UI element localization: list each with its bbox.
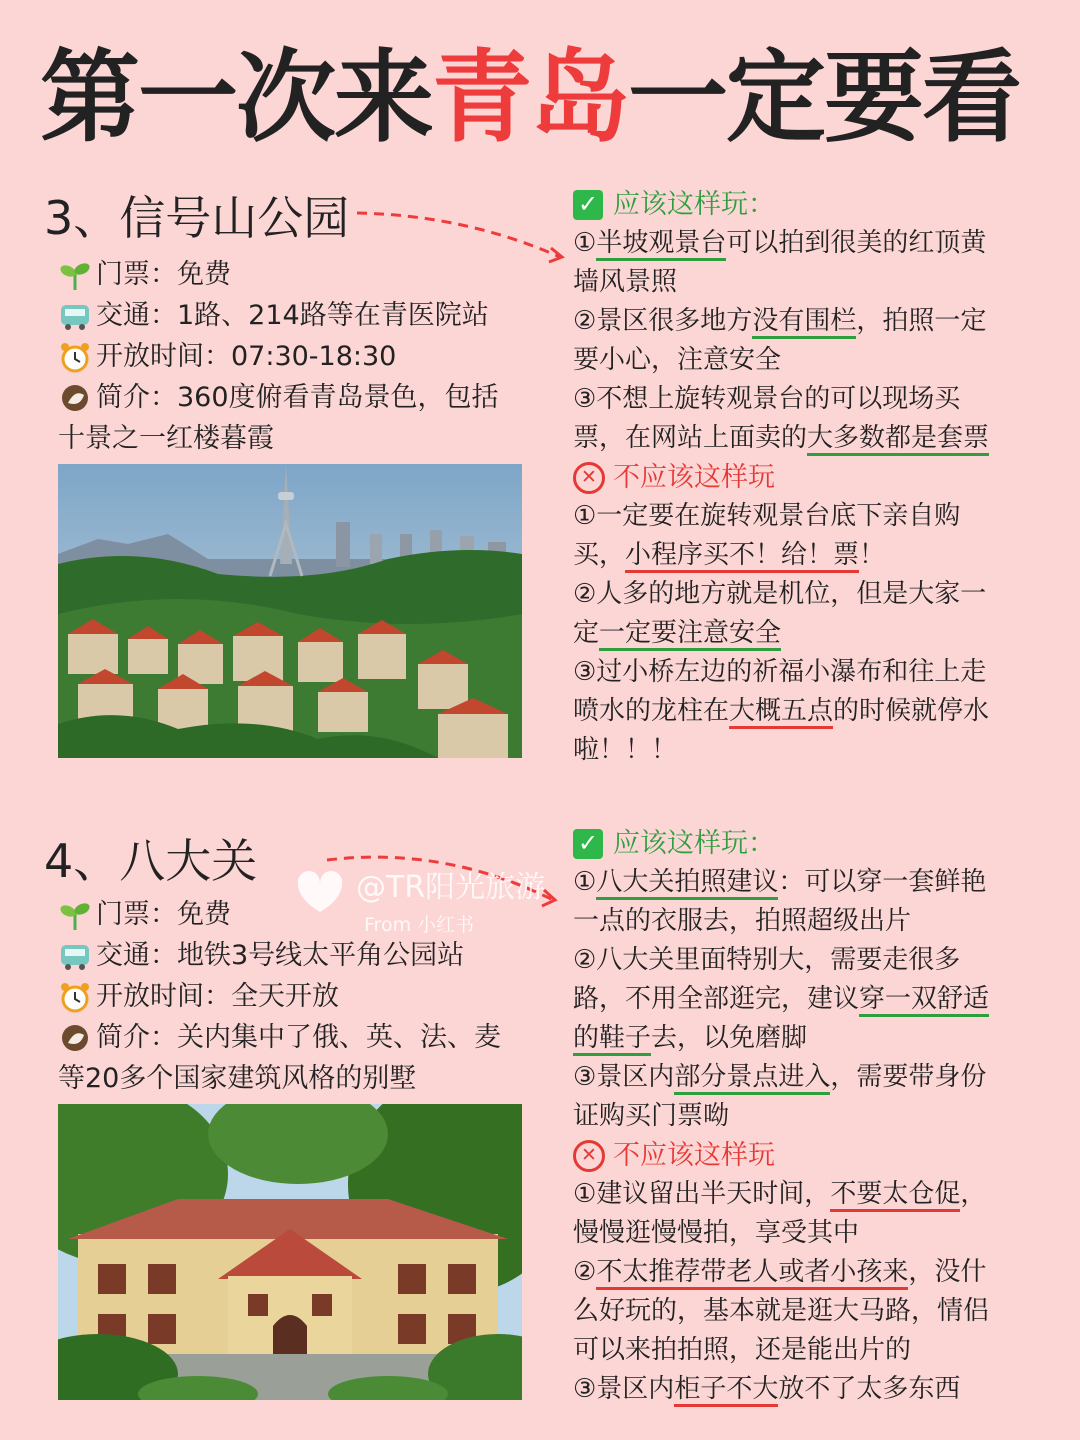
tip-text: ② <box>573 1257 597 1287</box>
hours-text: 开放时间：07:30-18:30 <box>96 341 397 372</box>
tip-text: ① <box>573 867 597 897</box>
should-do-label: 应该这样玩： <box>613 189 775 220</box>
intro-text-line1: 简介：360度俯看青岛景色，包括 <box>96 382 499 413</box>
should-do-label: 应该这样玩： <box>613 828 775 859</box>
tip-text: ， <box>960 1179 987 1209</box>
tip-line: ①一定要在旋转观景台底下亲自购 <box>573 501 961 531</box>
intro-text-line2: 等20多个国家建筑风格的别墅 <box>58 1063 417 1094</box>
tip-highlight: 八大关拍照建议 <box>596 867 778 900</box>
alarm-clock-icon <box>58 980 92 1014</box>
should-not-label: 不应该这样玩 <box>613 1140 775 1171</box>
hours-row <box>58 976 538 1017</box>
tip-text: ③景区内 <box>573 1374 675 1404</box>
checkmark-icon: ✓ <box>573 829 603 859</box>
tip-text: ① <box>573 228 597 258</box>
tip-line: 墙风景照 <box>573 267 678 297</box>
tip-text: 票，在网站上面卖的 <box>573 423 808 453</box>
signal-hill-photo <box>58 464 522 758</box>
ticket-text: 门票：免费 <box>96 899 231 930</box>
coconut-icon <box>58 381 92 415</box>
tip-line <box>573 614 1033 653</box>
should-not-label: 不应该这样玩 <box>613 462 775 493</box>
tip-line <box>573 692 1033 731</box>
tips-column-4 <box>573 824 1033 1409</box>
tip-text: 路，不用全部逛完，建议 <box>573 984 860 1014</box>
tip-text: ！ <box>859 540 886 570</box>
tip-highlight: 部分景点进入 <box>674 1062 830 1095</box>
hours-row <box>58 336 538 377</box>
tip-line: ②人多的地方就是机位，但是大家一 <box>573 579 987 609</box>
ticket-row <box>58 894 538 935</box>
tip-text: ，需要带身份 <box>830 1062 987 1092</box>
tip-line <box>573 302 1033 341</box>
tip-line <box>573 863 1033 902</box>
tip-text: 喷水的龙柱在 <box>573 696 730 726</box>
intro-row <box>58 1017 538 1058</box>
should-do-heading <box>573 185 1033 224</box>
should-not-heading <box>573 1136 1033 1175</box>
tip-highlight: 大多数都是套票 <box>807 423 989 456</box>
tip-line: 啦！！！ <box>573 735 678 765</box>
badaguan-villa-photo <box>58 1104 522 1400</box>
tip-line <box>573 1253 1033 1292</box>
tip-highlight: 柜子不大 <box>674 1374 778 1407</box>
tip-line <box>573 1058 1033 1097</box>
tip-text: ②景区很多地方 <box>573 306 753 336</box>
section-heading-4: 4、八大关 <box>44 834 258 888</box>
tip-text: 去，以免磨脚 <box>651 1023 808 1053</box>
tip-highlight: 一定要注意安全 <box>599 618 781 651</box>
tip-highlight: 不要太仓促 <box>830 1179 960 1212</box>
tip-text: 放不了太多东西 <box>778 1374 961 1404</box>
intro-text-line1: 简介：关内集中了俄、英、法、麦 <box>96 1022 501 1053</box>
tip-text: 的时候就停水 <box>833 696 990 726</box>
page-title <box>40 38 1050 158</box>
cross-circle-icon: ✕ <box>573 462 605 494</box>
tip-line <box>573 419 1033 458</box>
hours-text: 开放时间：全天开放 <box>96 981 339 1012</box>
tip-text: ，拍照一定 <box>856 306 987 336</box>
tip-highlight: 没有围栏 <box>752 306 856 339</box>
tip-line: ②八大关里面特别大，需要走很多 <box>573 945 961 975</box>
tip-line <box>573 536 1033 575</box>
ticket-row <box>58 254 538 295</box>
tip-line: 一点的衣服去，拍照超级出片 <box>573 906 912 936</box>
tip-line: 证购买门票呦 <box>573 1101 730 1131</box>
watermark-source: From 小红书 <box>364 914 475 936</box>
tip-line <box>573 980 1033 1019</box>
tip-line <box>573 1175 1033 1214</box>
tip-highlight: 不太推荐带老人或者小孩来 <box>596 1257 908 1290</box>
transport-text: 交通：地铁3号线太平角公园站 <box>96 940 465 971</box>
tip-line: 要小心，注意安全 <box>573 345 782 375</box>
tip-highlight: 半坡观景台 <box>596 228 726 261</box>
sprout-icon <box>58 898 92 932</box>
tip-highlight: 大概五点 <box>729 696 833 729</box>
tip-line <box>573 1019 1033 1058</box>
tip-highlight: 小程序买不！给！票 <box>625 540 859 573</box>
sprout-icon <box>58 258 92 292</box>
info-block-4 <box>58 894 538 1099</box>
transport-text: 交通：1路、214路等在青医院站 <box>96 300 489 331</box>
intro-text-line2: 十景之一红楼暮霞 <box>58 423 274 454</box>
tip-line: ③过小桥左边的祈福小瀑布和往上走 <box>573 657 987 687</box>
tip-line: 慢慢逛慢慢拍，享受其中 <box>573 1218 860 1248</box>
alarm-clock-icon <box>58 340 92 374</box>
tip-text: ①建议留出半天时间， <box>573 1179 831 1209</box>
should-not-heading <box>573 458 1033 497</box>
tip-highlight: 的鞋子 <box>573 1023 651 1056</box>
tip-text: ③景区内 <box>573 1062 675 1092</box>
tip-text: 买， <box>573 540 626 570</box>
intro-row <box>58 377 538 418</box>
checkmark-icon: ✓ <box>573 190 603 220</box>
ticket-text: 门票：免费 <box>96 259 231 290</box>
tip-text: ，没什 <box>908 1257 987 1287</box>
transport-row <box>58 295 538 336</box>
title-part1: 第一次来 <box>40 39 432 156</box>
tip-text: 可以拍到很美的红顶黄 <box>726 228 987 258</box>
should-do-heading <box>573 824 1033 863</box>
tip-line <box>573 1370 1033 1409</box>
cross-circle-icon: ✕ <box>573 1140 605 1172</box>
tip-highlight: 穿一双舒适 <box>859 984 989 1017</box>
title-part3: 一定要看 <box>628 39 1020 156</box>
info-block-3 <box>58 254 538 459</box>
tip-text: 定 <box>573 618 600 648</box>
transport-row <box>58 935 538 976</box>
coconut-icon <box>58 1021 92 1055</box>
tip-line: 么好玩的，基本就是逛大马路，情侣 <box>573 1296 990 1326</box>
tip-line <box>573 224 1033 263</box>
section-heading-3: 3、信号山公园 <box>44 191 350 245</box>
tips-column-3 <box>573 185 1033 770</box>
bus-icon <box>58 299 92 333</box>
tip-line: 可以来拍拍照，还是能出片的 <box>573 1335 912 1365</box>
tip-text: ：可以穿一套鲜艳 <box>778 867 987 897</box>
bus-icon <box>58 939 92 973</box>
watermark-handle: @TR阳光旅游 <box>356 870 546 905</box>
tip-line: ③不想上旋转观景台的可以现场买 <box>573 384 961 414</box>
title-highlight: 青岛 <box>432 39 628 156</box>
